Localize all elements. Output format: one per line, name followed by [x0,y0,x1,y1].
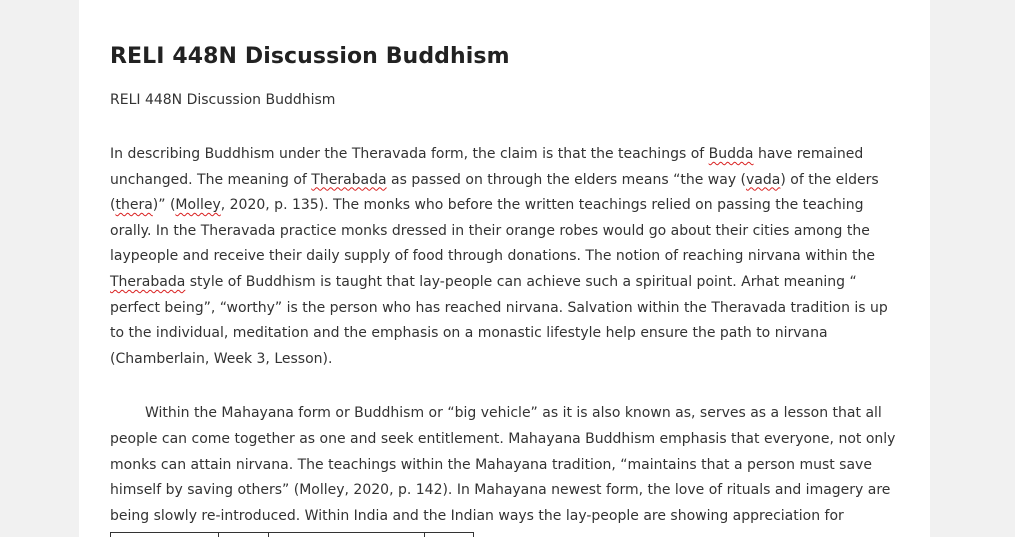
paragraph-text: as passed on through the elders means “the way ( [386,171,747,188]
paragraph-theravada [110,142,900,372]
misspelled-word[interactable]: Molley [175,197,221,214]
document-subtitle: RELI 448N Discussion Buddhism [110,92,336,108]
table-cell-divider [424,533,425,537]
table-cell-divider [473,533,474,537]
misspelled-word[interactable]: vada [746,171,781,188]
table-top-border [110,532,474,537]
paragraph-text: )” ( [152,197,176,214]
paragraph-text: style of Buddhism is taught that lay-people can achieve such a spiritual point. Arhat meaning “ perfect being”, “worthy” is the person who has reached nirvana. Salvation within the Theravada tradition is up to the individual, meditation and the emphasis on a monastic lifestyle help ensure the path to nirvana (Chamberlain, Week 3, Lesson). [110,273,888,367]
paragraph-mahayana: Within the Mahayana form or Buddhism or “big vehicle” as it is also known as, serves as a lesson that all people can come together as one and seek entitlement. Mahayana Buddhism emphasis that everyone, not only monks can attain nirvana. The teachings within the Mahayana tradition, “maintains that a person must save himself by saving others” (Molley, 2020, p. 142). In Mahayana newest form, the love of rituals and imagery are being slowly re-introduced. Within India and the Indian ways the lay-people are showing appreciation for [110,405,896,524]
paragraph-text: In describing Buddhism under the Theravada form, the claim is that the teachings of [110,146,709,162]
misspelled-word[interactable]: thera [115,197,153,214]
paragraph-text: have remained unchanged. The meaning of [110,146,864,188]
document-title: RELI 448N Discussion Buddhism [110,44,510,69]
paragraph-text: , 2020, p. 135). The monks who before the written teachings relied on passing the teaching orally. In the Theravada practice monks dressed in their orange robes would go about their cities among the laypeople and receive their daily supply of food through donations. The notion of reaching nirvana within the [110,197,876,265]
misspelled-word[interactable]: Budda [708,146,754,162]
paragraph-text: ) of the elders ( [110,171,879,214]
table-cell-divider [268,533,269,537]
table-cell-divider [218,533,219,537]
document-page [79,0,930,537]
misspelled-word[interactable]: Therabada [110,273,186,290]
table-cell-divider [110,533,111,537]
misspelled-word[interactable]: Therabada [311,171,387,188]
document-content [110,38,900,529]
